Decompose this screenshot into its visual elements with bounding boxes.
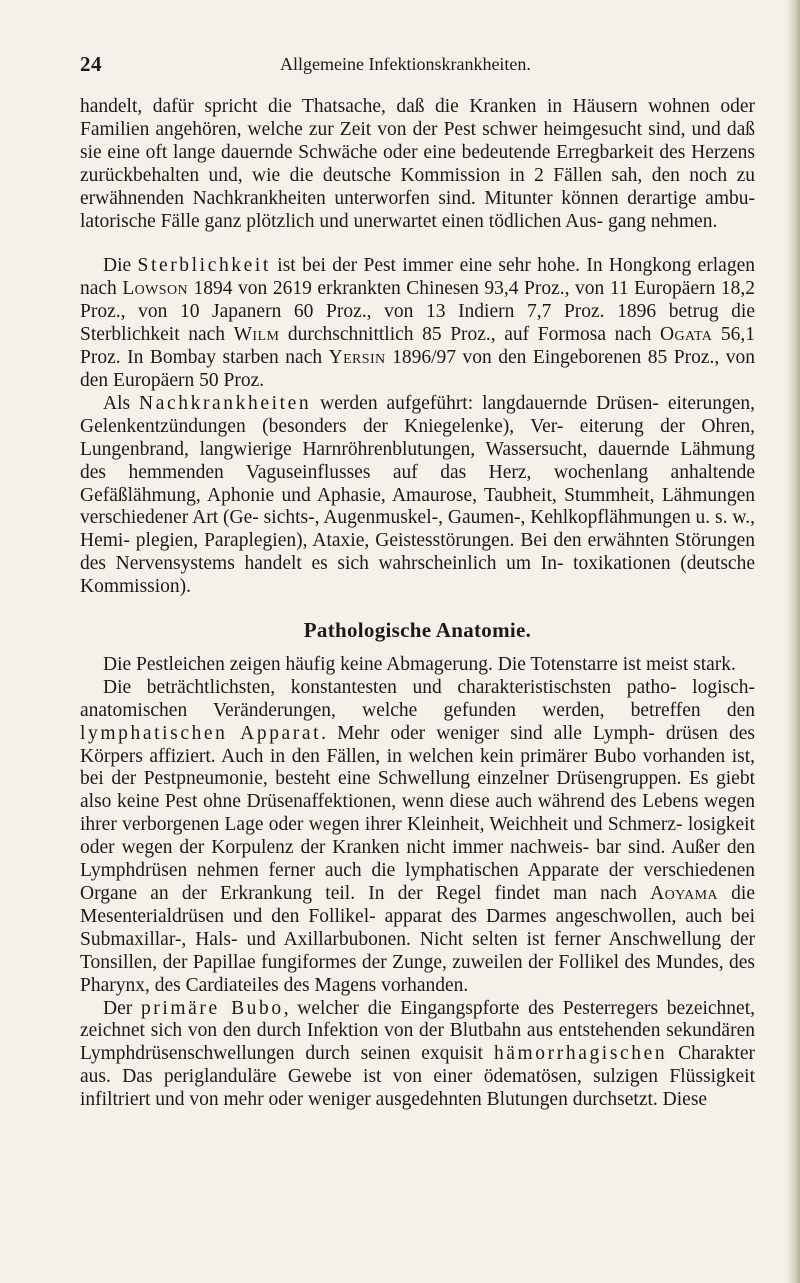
section-heading: Pathologische Anatomie.: [303, 618, 532, 643]
author-name-lowson: Lowson: [122, 278, 188, 300]
text-run: Die beträchtlichsten, konstantesten und charakteristischsten patho- logisch-anatomischen Veränderungen, welche gefunden werden, betreffen den: [80, 676, 755, 721]
text-run: Die: [103, 255, 138, 277]
author-name-wilm: Wilm: [233, 324, 280, 346]
text-run: 1894 von 2619 erkrankten Chinesen 93,4 Proz., von 11 Europäern 18,2 Proz., von 10 Japanern 60 Proz., von 13 Indiern 7,7 Proz. 1896 betrug die Sterblichkeit nach: [80, 278, 756, 346]
author-name-yersin: Yersin: [328, 347, 386, 369]
running-head: Allgemeine Infektionskrankheiten.: [280, 54, 531, 74]
spaced-term-nachkrankheiten: Nachkrankheiten: [139, 392, 312, 414]
spaced-term-haemorrhagic: hämorrhagischen: [493, 1043, 668, 1065]
text-run: die Mesenterialdrüsen und den Follikel- apparat des Darmes angeschwollen, auch bei Submaxillar-, Hals- und Axillarbubonen. Nicht selten ist ferner Anschwellung der Tonsillen, der Papillae fungiformes der Zunge, zuweilen der Follikel des Mundes, des Pharynx, des Cardiateiles des Magens vorhanden.: [80, 883, 755, 996]
paragraph-corpses: Die Pestleichen zeigen häufig keine Abmagerung. Die Totenstarre ist meist stark.: [103, 653, 736, 675]
text-run: durchschnittlich 85 Proz., auf Formosa nach: [279, 324, 660, 346]
text-run: ist bei der Pest immer eine sehr hohe. In Hongkong erlagen nach: [80, 255, 755, 300]
text-run: . Mehr oder weniger sind alle Lymph- drüsen des Körpers affiziert. Auch in den Fällen, in welchen kein primärer Bubo vorhanden ist, bei der Pestpneumonie, besteht eine Schwellung einzelner Drüsengruppen. Es giebt also keine Pest ohne Drüsenaffektionen, wenn diese auch während des Lebens wegen ihrer verborgenen Lage oder wegen ihrer Kleinheit, Weichheit und Schmerz- losigkeit oder wegen der Korpulenz der Kranken nicht immer nachweis- bar sind. Außer den Lymphdrüsen nehmen ferner auch die lymphatischen Apparate der verschiedenen Organe an der Erkrankung teil. In der Regel findet man nach: [80, 722, 755, 904]
spaced-term-primary-bubo: primäre Bubo: [140, 997, 284, 1019]
text-run: Charakter aus. Das periglanduläre Gewebe ist von einer ödematösen, sulzigen Flüssigkeit infiltriert und von mehr oder weniger ausgedehnten Blutungen durchsetzt. Diese: [80, 1043, 755, 1111]
paragraph-bubo: [80, 998, 755, 1113]
spaced-term-lymphatic: lymphatischen Apparat: [80, 722, 322, 744]
author-name-ogata: Ogata: [660, 324, 713, 346]
text-run: 56,1 Proz. In Bombay starben nach: [80, 324, 756, 369]
paragraph-lymphatic: [80, 677, 755, 998]
spaced-term-sterblichkeit: Sterblichkeit: [137, 255, 271, 277]
body-text: [80, 96, 755, 1112]
text-run: Der: [103, 997, 141, 1019]
page-header: [80, 52, 750, 78]
text-run: 1896/97 von den Eingeborenen 85 Proz., von den Europäern 50 Proz.: [80, 347, 755, 391]
author-name-aoyama: Aoyama: [650, 883, 718, 904]
text-run: werden aufgeführt: langdauernde Drüsen- eiterungen, Gelenkentzündungen (besonders der Kniegelenke), Ver- eiterung der Ohren, Lungenbrand, langwierige Harnröhrenblutungen, Wassersucht, dauernde Lähmung des hemmenden Vaguseinflusses auf das Herz, wochenlang anhaltende Gefäßlähmung, Aphonie und Aphasie, Amaurose, Taubheit, Stummheit, Lähmungen verschiedener Art (Ge- sichts-, Augenmuskel-, Gaumen-, Kehlkopflähmungen u. s. w., Hemi- plegien, Paraplegien), Ataxie, Geistesstörungen. Bei den erwähnten Störungen des Nervensystems handelt es sich wahrscheinlich um In- toxikationen (deutsche Kommission).: [80, 392, 756, 598]
paragraph-mortality: [80, 255, 755, 392]
text-run: , welcher die Eingangspforte des Pesterregers bezeichnet, zeichnet sich von den durch Infektion von der Blutbahn aus entstehenden sekundären Lymphdrüsenschwellungen durch seinen exquisit: [80, 997, 756, 1065]
page-edge-shadow: [786, 0, 800, 1283]
text-run: Als: [103, 392, 140, 414]
page-number: 24: [80, 52, 102, 76]
paragraph-sequelae: [80, 393, 755, 599]
paragraph-1: handelt, dafür spricht die Thatsache, daß die Kranken in Häusern wohnen oder Familien angehören, welche zur Zeit von der Pest schwer heimgesucht sind, und daß sie eine oft lange dauernde Schwäche oder eine bedeutende Erregbarkeit des Herzens zurückbehalten und, wie die deutsche Kommission in 2 Fällen sah, den noch zu erwähnenden Nachkrankheiten unterworfen sind. Mitunter können derartige ambu- latorische Fälle ganz plötzlich und unerwartet einen tödlichen Aus- gang nehmen.: [80, 96, 755, 232]
